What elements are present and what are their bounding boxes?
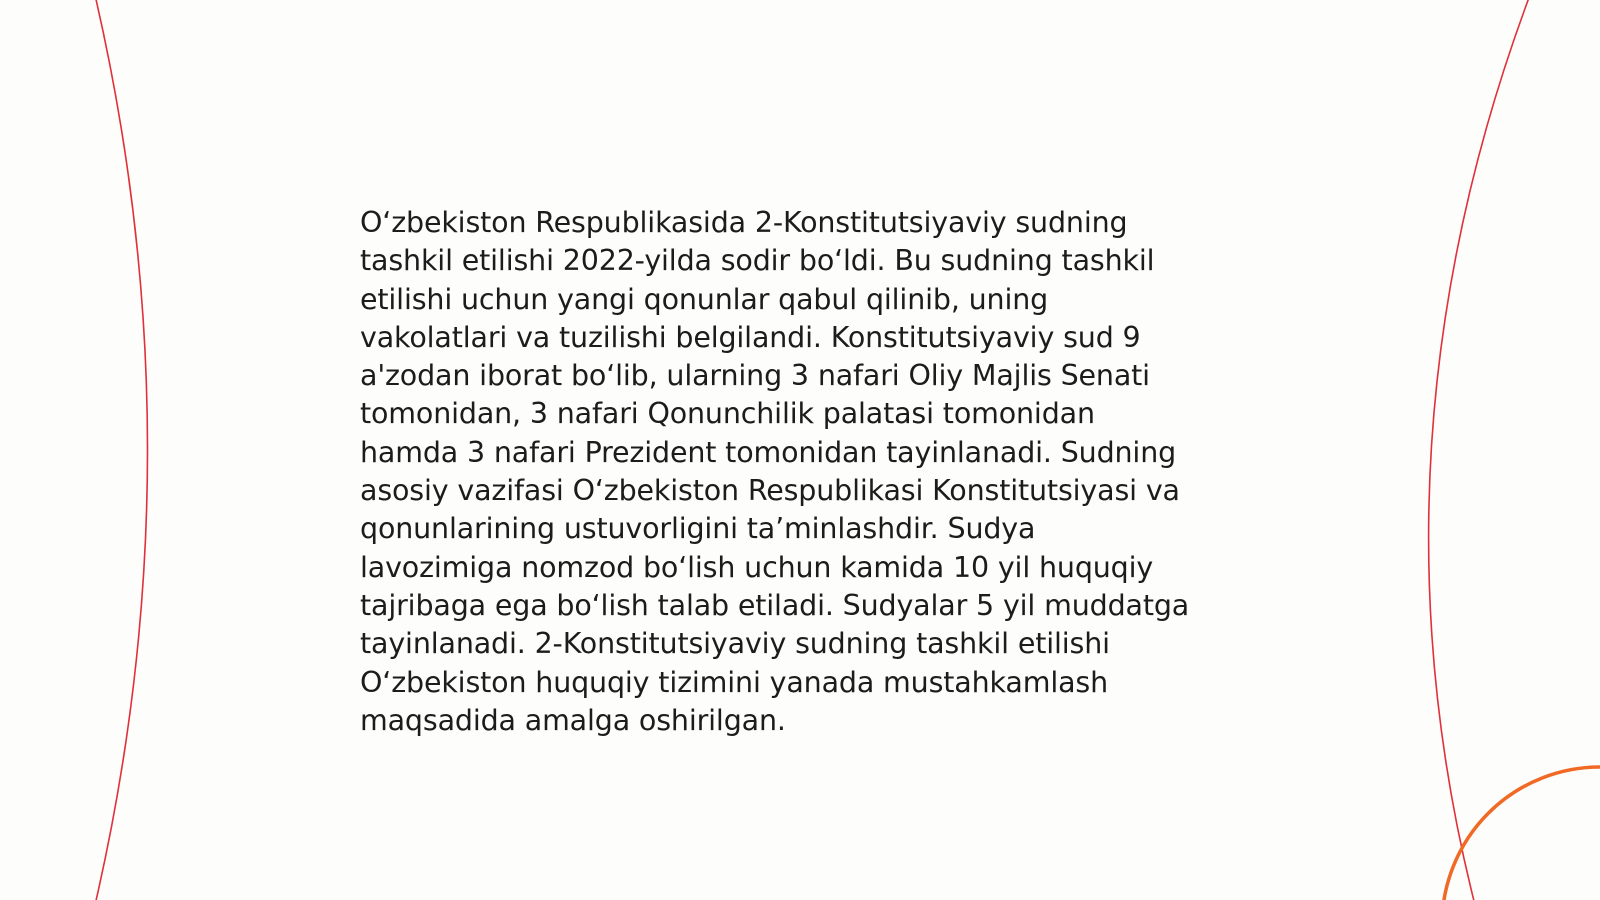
orange-circle-outline [1442,767,1600,900]
right-arc-line [1429,0,1530,900]
slide-body-text: O‘zbekiston Respublikasida 2-Konstitutsiyaviy sudning tashkil etilishi 2022-yilda sodir bo‘ldi. Bu sudning tashkil etilishi uchun yangi qonunlar qabul qilinib, uning vakolatlari va tuzilishi belgilandi. Konstitutsiyaviy sud 9 a'zodan iborat bo‘lib, ularning 3 nafari Oliy Majlis Senati tomonidan, 3 nafari Qonunchilik palatasi tomonidan hamda 3 nafari Prezident tomonidan tayinlanadi. Sudning asosiy vazifasi O‘zbekiston Respublikasi Konstitutsiyasi va qonunlarining ustuvorligini ta’minlashdir. Sudya lavozimiga nomzod bo‘lish uchun kamida 10 yil huquqiy tajribaga ega bo‘lish talab etiladi. Sudyalar 5 yil muddatga tayinlanadi. 2-Konstitutsiyaviy sudning tashkil etilishi O‘zbekiston huquqiy tizimini yanada mustahkamlash maqsadida amalga oshirilgan. [360,206,1190,737]
left-arc-line [95,0,148,900]
